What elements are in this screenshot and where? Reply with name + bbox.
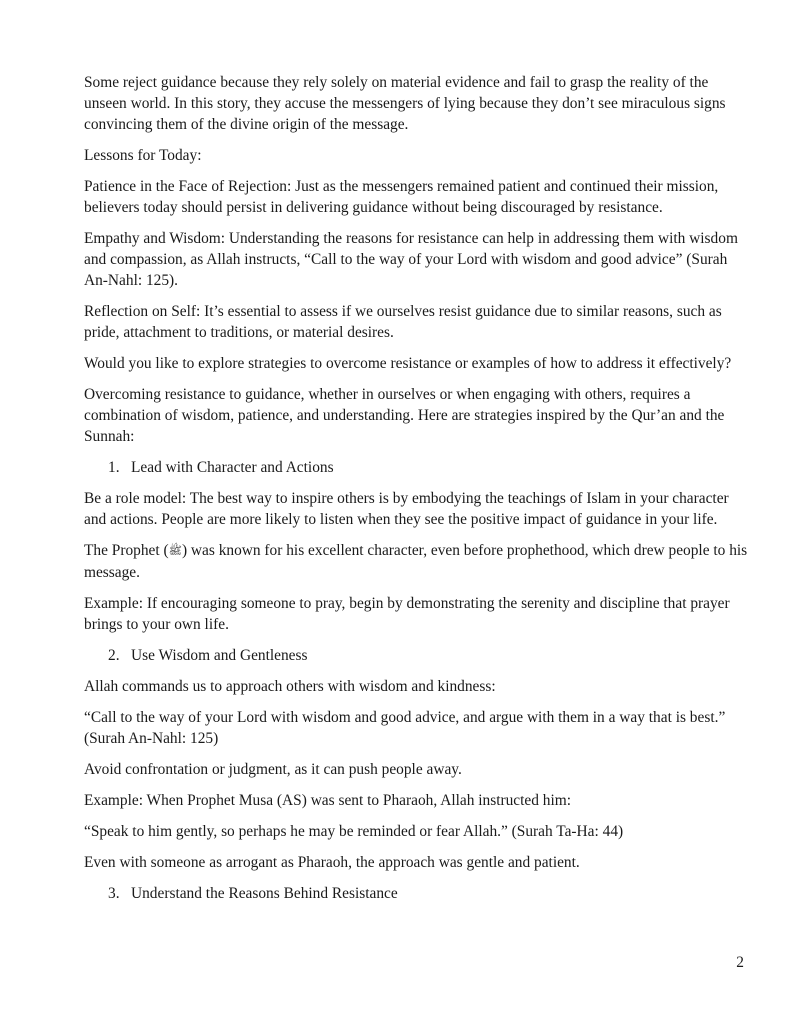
list-number: 3.	[108, 885, 120, 902]
paragraph-patience: Patience in the Face of Rejection: Just as the messengers remained patient and continued their mission, believers today should persist in delivering guidance without being discouraged by resistance.	[84, 178, 719, 216]
list-item-label: Use Wisdom and Gentleness	[131, 647, 308, 664]
list-item-label: Understand the Reasons Behind Resistance	[131, 885, 398, 902]
document-page	[84, 72, 748, 914]
heading-lessons-for-today: Lessons for Today:	[84, 147, 202, 164]
prophet-text-before: The Prophet (	[84, 542, 169, 559]
paragraph-material-evidence: Some reject guidance because they rely solely on material evidence and fail to grasp the reality of the unseen world. In this story, they accuse the messengers of lying because they don’t see miraculous signs convincing them of the divine origin of the message.	[84, 74, 726, 133]
paragraph-reflection: Reflection on Self: It’s essential to assess if we ourselves resist guidance due to similar reasons, such as pride, attachment to traditions, or material desires.	[84, 303, 722, 341]
paragraph-allah-commands: Allah commands us to approach others with wisdom and kindness:	[84, 678, 496, 695]
list-item-label: Lead with Character and Actions	[131, 459, 334, 476]
quote-ta-ha: “Speak to him gently, so perhaps he may be reminded or fear Allah.” (Surah Ta-Ha: 44)	[84, 823, 624, 840]
paragraph-prophet-character	[84, 540, 748, 583]
prophet-text-after: ) was known for his excellent character, even before prophethood, which drew people to his message.	[84, 542, 748, 581]
page-number: 2	[736, 954, 744, 971]
paragraph-empathy: Empathy and Wisdom: Understanding the reasons for resistance can help in addressing them with wisdom and compassion, as Allah instructs, “Call to the way of your Lord with wisdom and good advice” (Surah An-Nahl: 125).	[84, 230, 738, 289]
paragraph-question: Would you like to explore strategies to overcome resistance or examples of how to address it effectively?	[84, 355, 732, 372]
salawat-glyph: ﷺ	[168, 545, 182, 557]
quote-an-nahl: “Call to the way of your Lord with wisdom and good advice, and argue with them in a way that is best.” (Surah An-Nahl: 125)	[84, 709, 726, 747]
paragraph-role-model: Be a role model: The best way to inspire others is by embodying the teachings of Islam in your character and actions. People are more likely to listen when they see the positive impact of guidance in your life.	[84, 490, 729, 528]
list-item-lead-with-character	[108, 457, 748, 478]
paragraph-overcoming: Overcoming resistance to guidance, whether in ourselves or when engaging with others, requires a combination of wisdom, patience, and understanding. Here are strategies inspired by the Qur’an and the Sunnah:	[84, 386, 725, 445]
paragraph-example-musa: Example: When Prophet Musa (AS) was sent to Pharaoh, Allah instructed him:	[84, 792, 572, 809]
paragraph-avoid-confrontation: Avoid confrontation or judgment, as it can push people away.	[84, 761, 462, 778]
paragraph-pharaoh: Even with someone as arrogant as Pharaoh, the approach was gentle and patient.	[84, 854, 580, 871]
paragraph-example-prayer: Example: If encouraging someone to pray, begin by demonstrating the serenity and discipline that prayer brings to your own life.	[84, 595, 730, 633]
list-number: 2.	[108, 647, 120, 664]
list-number: 1.	[108, 459, 120, 476]
list-item-wisdom-gentleness	[108, 645, 748, 666]
list-item-understand-reasons	[108, 883, 748, 904]
